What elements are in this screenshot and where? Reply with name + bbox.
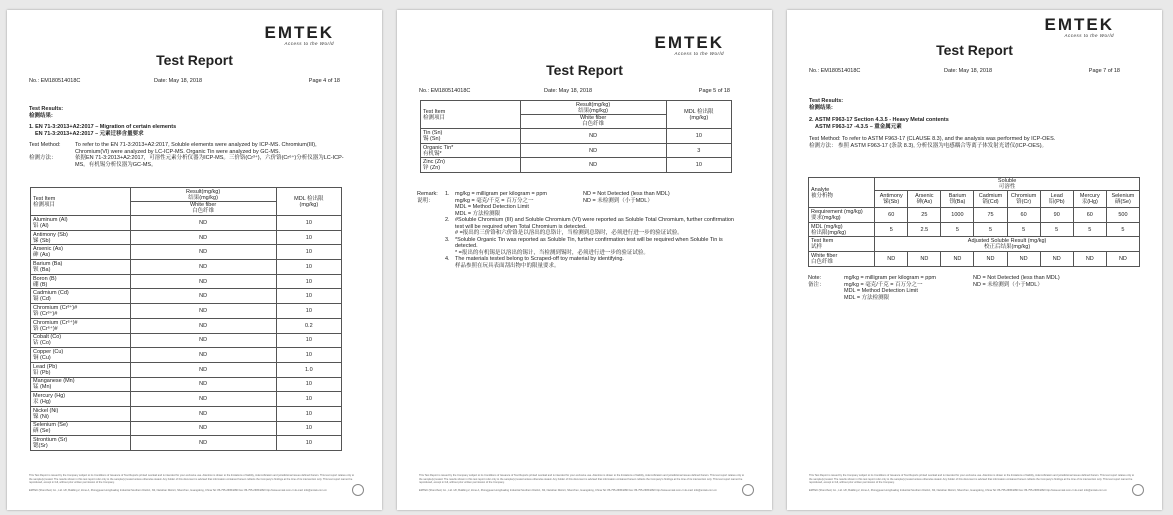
element-name-cn: 铅(Pb) bbox=[1048, 199, 1065, 205]
note-line: MDL = Method Detection Limit bbox=[844, 288, 918, 294]
test-item-name: Cobalt (Co) bbox=[33, 334, 62, 341]
test-item-name: Barium (Ba) bbox=[33, 260, 63, 267]
results-table: Test Item 检测项目 Result(mg/kg) 结果(mg/kg) White fiber 白色纤维 MDL 检出限 (mg/kg) Aluminum (Al) 铝 (Al) ND 10 Antimony (Sb) 锑 (Sb) ND 10 Arsenic (As) 砷 (As) ND 10 Barium (Ba) 钡 (Ba) ND 10 Boron (B) 硼 (B) ND 10 Cadmium (Cd) 镉 (Cd) ND 10 Chromium (Cr³⁺)# 铬 (Cr³⁺)# ND 10 Chromium (Cr⁶⁺)# 铬 (Cr⁶⁺)# ND 0.2 Cobalt (Co) 钴 (Co) ND 10 Copper (Cu) 铜 (Cu) ND 10 Lead (Pb) 铅 (Pb) ND 1.0 Manganese (Mn) 锰 (Mn) ND 10 Mercury (Hg) 汞 (Hg) ND 10 Nickel (Ni) 镍 (Ni) ND 10 Selenium (Se) 硒 (Se) ND 10 Strontium (Sr) 锶(Sr) ND 10 bbox=[30, 187, 342, 451]
test-item-name: Organic Tin* bbox=[423, 144, 454, 151]
result-cell: ND bbox=[130, 230, 276, 245]
test-item-name-cn: 有机锡* bbox=[423, 150, 442, 157]
report-page-5 bbox=[397, 10, 772, 510]
mdl-cell: 1.0 bbox=[276, 362, 341, 377]
mdl-cell: 5 bbox=[1007, 222, 1040, 237]
element-name: Mercury bbox=[1079, 193, 1100, 199]
page-footer: This Test Report is issued by the Company subject to its Conditions of Issuance of Test Reports printed overleaf and is intended for your exclusive use. Attention is drawn to the limitations of liability, indemnification and jurisdictional issues defined therein. This test report relates only to the sample(s) tested. The results shown in this test report refer only to the sample(s) tested unless otherwise stated. Any holder of this document is advised that information contained hereon reflects the Company's findings at the time of its intervention only. This test report cannot be reproduced, except in full, without prior written permission of the Company. EMTEK (Shenzhen) Co., Ltd. 1/F, Building 2, Zone A, Zhongguan Honghualing Industrial Southern District, Xili, Nanshan District, Shenzhen, Guangdong, China Tel: 86-755-26954280 Fax: 86-755-26954282 http://www.emtek.com.cn E-mail: info@emtek.com.cn bbox=[29, 474, 358, 492]
table-row bbox=[31, 362, 342, 377]
results-cell: ND bbox=[1073, 252, 1106, 267]
report-page-7: EMTEK Access to the World Test Report No.: EM180514018C Date: May 18, 2018 Page 7 of 18 Test Results: 检测结果: 2. ASTM F963-17 Section 4.3.5 - Heavy Metal contents ASTM F963-17 -4.3.5 – 重金属元素 Test Method: To refer to ASTM F963-17 (CLAUSE 8.3), and the analysis was performed by ICP-OES. 检测方法： 参照 ASTM F963-17 (条款 8.3), 分析仪器为电感耦合等离子体发射光谱仪(ICP-OES)。 Analyte 被分析物 Soluble 可溶性 Antimony 锑(Sb) Arsenic 砷(As) Barium 钡(Ba) Cadmium 镉(Cd) Chromium 铬(Cr) Lead 铅(Pb) Mercury 汞(Hg) Selenium 硒(Se) Requirement (mg/kg) 要求(mg/kg) 60 25 1000 75 60 90 60 500 MDL (mg/kg) 检出限(mg/kg) 5 2.5 5 5 5 5 5 5 Test Item 试样 Adjusted Soluble Result (mg/kg) 校正后结果(mg/kg) White fiber 白色纤维 ND ND ND ND ND ND ND ND Note: 备注： mg/kg = milligram per kilogram = ppm mg/kg = 毫克/千克 = 百万分之一 MDL = Method Detection Limit MDL = 方法检测限 ND = Not Detected (less than MDL) ND = 未检测到（小于MDL） This Test Report is issued by the Company subject to its Conditions of Issuance of Test Reports printed overleaf and is intended for your exclusive use. Attention is drawn to the limitations of liability, indemnification and jurisdictional issues defined therein. This test report relates only to the sample(s) tested. The results shown in this test report refer only to the sample(s) tested unless otherwise stated. Any holder of this document is advised that information contained hereon reflects the Company's findings at the time of its intervention only. This test report cannot be reproduced, except in full, without prior written permission of the Company. EMTEK (Shenzhen) Co., Ltd. 1/F, Building 2, Zone A, Zhongguan Honghualing Industrial Southern District, Xili, Nanshan District, Shenzhen, Guangdong, China Tel: 86-755-26954280 Fax: 86-755-26954282 http://www.emtek.com.cn E-mail: info@emtek.com.cn bbox=[787, 10, 1162, 510]
element-name: Selenium bbox=[1111, 193, 1135, 199]
remark-body bbox=[455, 237, 742, 257]
remark-body bbox=[455, 217, 742, 237]
page-footer: This Test Report is issued by the Company subject to its Conditions of Issuance of Test Reports printed overleaf and is intended for your exclusive use. Attention is drawn to the limitations of liability, indemnification and jurisdictional issues defined therein. This test report relates only to the sample(s) tested. The results shown in this test report refer only to the sample(s) tested unless otherwise stated. Any holder of this document is advised that information contained hereon reflects the Company's findings at the time of its intervention only. This test report cannot be reproduced, except in full, without prior written permission of the Company. EMTEK (Shenzhen) Co., Ltd. 1/F, Building 2, Zone A, Zhongguan Honghualing Industrial Southern District, Xili, Nanshan District, Shenzhen, Guangdong, China Tel: 86-755-26954280 Fax: 86-755-26954282 http://www.emtek.com.cn E-mail: info@emtek.com.cn bbox=[419, 474, 748, 492]
element-header bbox=[1007, 191, 1040, 208]
result-cell: ND bbox=[130, 333, 276, 348]
mdl-cell: 10 bbox=[276, 216, 341, 231]
table-row bbox=[31, 260, 342, 275]
element-name: Arsenic bbox=[915, 193, 934, 199]
test-item-name: Lead (Pb) bbox=[33, 363, 58, 370]
emtek-logo: EMTEK Access to the World bbox=[264, 23, 334, 46]
element-name: Cadmium bbox=[978, 193, 1003, 199]
requirement-cell: 60 bbox=[875, 208, 908, 223]
remark-line: MDL = Method Detection Limit bbox=[455, 204, 529, 210]
test-item-name-cn: 镉 (Cd) bbox=[33, 296, 51, 303]
test-item-name-cn: 铬 (Cr⁶⁺)# bbox=[33, 325, 58, 332]
remark-line: * =报出的有机锡是以溶出的锡计，当检测到锡时，必须进行进一步的验证试验。 bbox=[455, 249, 649, 256]
remark-line: #Soluble Chromium (III) and Soluble Chromium (VI) were reported as Soluble Total Chromium, further confirmation test will be required when Total Chromium is detected. bbox=[455, 217, 734, 230]
element-header bbox=[1106, 191, 1139, 208]
results-cell: ND bbox=[908, 252, 941, 267]
remark-number: 1. bbox=[445, 191, 450, 197]
report-number: No.: EM180514018C bbox=[809, 68, 861, 74]
seal-icon bbox=[352, 484, 364, 496]
mdl-cell: 5 bbox=[1040, 222, 1073, 237]
mdl-cell: 10 bbox=[276, 348, 341, 363]
note-line: mg/kg = 毫克/千克 = 百万分之一 bbox=[844, 281, 923, 288]
test-item-name: Copper (Cu) bbox=[33, 349, 64, 356]
results-cell: ND bbox=[1106, 252, 1139, 267]
mdl-cell: 2.5 bbox=[908, 222, 941, 237]
mdl-cell: 3 bbox=[666, 143, 731, 158]
element-name: Chromium bbox=[1010, 193, 1037, 199]
table-row bbox=[31, 406, 342, 421]
result-cell: ND bbox=[130, 348, 276, 363]
test-item-cell bbox=[31, 289, 131, 304]
remark-item bbox=[445, 237, 742, 257]
test-item-name: Tin (Sn) bbox=[423, 129, 443, 136]
table-row bbox=[31, 436, 342, 451]
result-cell: ND bbox=[130, 245, 276, 260]
element-header bbox=[1040, 191, 1073, 208]
table-row bbox=[31, 348, 342, 363]
results-cell: ND bbox=[974, 252, 1007, 267]
report-date: Date: May 18, 2018 bbox=[544, 88, 593, 94]
table-row bbox=[421, 158, 732, 173]
test-item-name-cn: 镍 (Ni) bbox=[33, 413, 49, 420]
mdl-cell: 10 bbox=[276, 245, 341, 260]
page-number: Page 5 of 18 bbox=[698, 88, 730, 94]
test-item-name-cn: 铝 (Al) bbox=[33, 222, 49, 229]
remark-side bbox=[583, 191, 670, 204]
element-name-cn: 钡(Ba) bbox=[949, 199, 966, 205]
mdl-cell: 10 bbox=[276, 406, 341, 421]
test-item-name: Zinc (Zn) bbox=[423, 159, 445, 166]
test-item-name: Cadmium (Cd) bbox=[33, 290, 69, 297]
test-item-cell bbox=[31, 245, 131, 260]
requirement-cell: 90 bbox=[1040, 208, 1073, 223]
test-item-name: Manganese (Mn) bbox=[33, 378, 75, 385]
mdl-cell: 10 bbox=[276, 392, 341, 407]
mdl-cell: 10 bbox=[276, 230, 341, 245]
seal-icon bbox=[742, 484, 754, 496]
requirement-cell: 75 bbox=[974, 208, 1007, 223]
remark-body bbox=[455, 191, 742, 217]
mdl-cell: 10 bbox=[276, 436, 341, 451]
results-cell: ND bbox=[1040, 252, 1073, 267]
requirement-cell: 60 bbox=[1073, 208, 1106, 223]
element-name: Barium bbox=[948, 193, 967, 199]
test-method: Test Method: To refer to the EN 71-3:2013+A2:2017, Soluble elements were analyzed by ICP-MS. Chromium(III), Chromium(VI) were analyzed by LC-ICP-MS. Organic Tin were analyzed by GC-MS. bbox=[29, 142, 317, 155]
element-header bbox=[974, 191, 1007, 208]
requirement-cell: 500 bbox=[1106, 208, 1139, 223]
note-side-line: ND = 未检测到（小于MDL） bbox=[973, 281, 1043, 288]
remark-line: MDL = 方法检测限 bbox=[455, 210, 501, 217]
result-cell: ND bbox=[130, 436, 276, 451]
page-title: Test Report bbox=[156, 52, 233, 68]
mdl-cell: 0.2 bbox=[276, 318, 341, 333]
table-row bbox=[31, 333, 342, 348]
remark-side-line: ND = Not Detected (less than MDL) bbox=[583, 191, 670, 197]
report-date: Date: May 18, 2018 bbox=[154, 78, 203, 84]
test-item-cell bbox=[421, 129, 521, 144]
mdl-cell: 10 bbox=[276, 274, 341, 289]
test-item-name-cn: 汞 (Hg) bbox=[33, 399, 51, 406]
requirement-cell: 60 bbox=[1007, 208, 1040, 223]
element-name-cn: 汞(Hg) bbox=[1081, 199, 1098, 205]
test-item-cell bbox=[421, 158, 521, 173]
remark-line: 样品参照在玩具表面刮出物中的限量要求。 bbox=[455, 262, 560, 269]
results-intro: Test Results: 检测结果: 1. EN 71-3:2013+A2:2017 – Migration of certain elements EN 71-3:2013+A2:2017 – 元素迁移含量要求 Test Method: To refer to the EN 71-3:2013+A2:2017, Soluble elements were analyzed by ICP-MS. Chromium(III), Chromium(VI) were analyzed by LC-ICP-MS. Organic Tin were analyzed by GC-MS. 检测方法： 依据EN 71-3:2013+A2:2017，可溶性元素分析仪器为ICP-MS。三价铬(Cr³⁺)，六价铬(Cr⁶⁺)分析仪器为LC-ICP-MS。有机锡分析仪器为GC-MS。 bbox=[29, 106, 344, 168]
result-cell: ND bbox=[130, 377, 276, 392]
remark-number: 2. bbox=[445, 217, 450, 223]
table-row bbox=[31, 274, 342, 289]
report-date: Date: May 18, 2018 bbox=[944, 68, 993, 74]
remark-line: # =报出的三价铬和六价铬是以溶出的总铬计，当检测到总铬时，必须进行进一步的验证试验。 bbox=[455, 230, 683, 236]
page-number: Page 7 of 18 bbox=[1088, 68, 1120, 74]
note-line: mg/kg = milligram per kilogram = ppm bbox=[844, 275, 937, 281]
remark-line: mg/kg = milligram per kilogram = ppm bbox=[455, 191, 548, 197]
test-item-name-cn: 硼 (B) bbox=[33, 281, 48, 288]
page-footer: This Test Report is issued by the Company subject to its Conditions of Issuance of Test Reports printed overleaf and is intended for your exclusive use. Attention is drawn to the limitations of liability, indemnification and jurisdictional issues defined therein. This test report relates only to the sample(s) tested. The results shown in this test report refer only to the sample(s) tested unless otherwise stated. Any holder of this document is advised that information contained hereon reflects the Company's findings at the time of its intervention only. This test report cannot be reproduced, except in full, without prior written permission of the Company. EMTEK (Shenzhen) Co., Ltd. 1/F, Building 2, Zone A, Zhongguan Honghualing Industrial Southern District, Xili, Nanshan District, Shenzhen, Guangdong, China Tel: 86-755-26954280 Fax: 86-755-26954282 http://www.emtek.com.cn E-mail: info@emtek.com.cn bbox=[809, 474, 1138, 492]
test-item-name-cn: 砷 (As) bbox=[33, 252, 51, 259]
heavy-metal-table: Analyte 被分析物 Soluble 可溶性 Antimony 锑(Sb) Arsenic 砷(As) Barium 钡(Ba) Cadmium 镉(Cd) Chromium 铬(Cr) Lead 铅(Pb) Mercury 汞(Hg) Selenium 硒(Se) Requirement (mg/kg) 要求(mg/kg) 60 25 1000 75 60 90 60 500 MDL (mg/kg) 检出限(mg/kg) 5 2.5 5 5 5 5 5 5 Test Item 试样 Adjusted Soluble Result (mg/kg) 校正后结果(mg/kg) White fiber 白色纤维 ND ND ND ND ND ND ND ND bbox=[808, 177, 1140, 267]
remark-line: *Soluble Organic Tin was reported as Soluble Tin, further confirmation test will be required when Soluble Tin is detected. bbox=[455, 236, 723, 249]
result-cell: ND bbox=[130, 216, 276, 231]
test-item-name: Nickel (Ni) bbox=[33, 407, 59, 414]
element-header bbox=[1073, 191, 1106, 208]
remark-item bbox=[445, 217, 742, 237]
note-side-line: ND = Not Detected (less than MDL) bbox=[973, 275, 1060, 281]
section-title: 2. ASTM F963-17 Section 4.3.5 - Heavy Metal contents bbox=[809, 117, 949, 123]
element-header bbox=[875, 191, 908, 208]
report-number: No.: EM180514018C bbox=[29, 78, 81, 84]
element-name: Antimony bbox=[879, 193, 903, 199]
table-row bbox=[31, 245, 342, 260]
mdl-cell: 10 bbox=[276, 377, 341, 392]
element-header bbox=[941, 191, 974, 208]
result-cell: ND bbox=[520, 143, 666, 158]
test-item-cell bbox=[31, 274, 131, 289]
remark-line: The materials tested belong to Scraped-off toy material by identifying. bbox=[455, 256, 624, 262]
mdl-cell: 10 bbox=[276, 304, 341, 319]
test-item-name-cn: 锌 (Zn) bbox=[423, 165, 441, 172]
test-item-name: Chromium (Cr³⁺)# bbox=[33, 304, 78, 311]
requirement-cell: 1000 bbox=[941, 208, 974, 223]
test-item-cell bbox=[31, 260, 131, 275]
test-item-cell bbox=[31, 318, 131, 333]
mdl-cell: 10 bbox=[276, 421, 341, 436]
mdl-cell: 10 bbox=[276, 260, 341, 275]
table-row bbox=[421, 143, 732, 158]
result-cell: ND bbox=[130, 392, 276, 407]
test-item-name: Mercury (Hg) bbox=[33, 393, 66, 400]
remark-side-line: ND = 未检测到（小于MDL） bbox=[583, 197, 653, 204]
mdl-cell: 10 bbox=[276, 289, 341, 304]
result-cell: ND bbox=[130, 289, 276, 304]
test-item-cell bbox=[31, 362, 131, 377]
emtek-logo: EMTEK Access to the World bbox=[1044, 15, 1114, 38]
table-row bbox=[31, 230, 342, 245]
table-row bbox=[31, 289, 342, 304]
result-cell: ND bbox=[130, 304, 276, 319]
mdl-cell: 10 bbox=[666, 129, 731, 144]
result-cell: ND bbox=[520, 158, 666, 173]
remark-number: 4. bbox=[445, 256, 450, 262]
test-item-name: Aluminum (Al) bbox=[33, 216, 68, 223]
test-item-cell bbox=[31, 304, 131, 319]
seal-icon bbox=[1132, 484, 1144, 496]
mdl-cell: 5 bbox=[941, 222, 974, 237]
result-cell: ND bbox=[130, 362, 276, 377]
element-name-cn: 锑(Sb) bbox=[883, 199, 900, 205]
test-item-name-cn: 锑 (Sb) bbox=[33, 237, 51, 244]
test-item-cell bbox=[31, 406, 131, 421]
page-title: Test Report bbox=[546, 62, 623, 78]
test-item-name-cn: 锰 (Mn) bbox=[33, 384, 52, 391]
table-row bbox=[31, 318, 342, 333]
element-header bbox=[908, 191, 941, 208]
report-page-4 bbox=[7, 10, 382, 510]
results-cell: ND bbox=[875, 252, 908, 267]
element-name-cn: 砷(As) bbox=[916, 199, 933, 205]
test-item-cell bbox=[31, 392, 131, 407]
page-title: Test Report bbox=[936, 42, 1013, 58]
test-item-cell bbox=[31, 348, 131, 363]
element-name: Lead bbox=[1050, 193, 1063, 199]
result-cell: ND bbox=[130, 421, 276, 436]
element-name-cn: 镉(Cd) bbox=[982, 199, 999, 205]
element-name-cn: 硒(Se) bbox=[1114, 199, 1131, 205]
table-row bbox=[421, 129, 732, 144]
result-cell: ND bbox=[130, 274, 276, 289]
emtek-logo: EMTEK Access to the World bbox=[654, 33, 724, 56]
remark-item bbox=[445, 191, 742, 217]
test-item-name: Arsenic (As) bbox=[33, 246, 63, 253]
test-method-cn: 检测方法： 依据EN 71-3:2013+A2:2017，可溶性元素分析仪器为ICP-MS。三价铬(Cr³⁺)，六价铬(Cr⁶⁺)分析仪器为LC-ICP-MS。有机锡分析仪器为GC-MS。 bbox=[29, 155, 344, 168]
mdl-cell: 5 bbox=[1073, 222, 1106, 237]
results-intro: Test Results: 检测结果: 2. ASTM F963-17 Section 4.3.5 - Heavy Metal contents ASTM F963-17 -4.3.5 – 重金属元素 Test Method: To refer to ASTM F963-17 (CLAUSE 8.3), and the analysis was performed by ICP-OES. 检测方法： 参照 ASTM F963-17 (条款 8.3), 分析仪器为电感耦合等离子体发射光谱仪(ICP-OES)。 bbox=[809, 98, 1132, 149]
test-item-cell bbox=[31, 333, 131, 348]
test-item-name: Selenium (Se) bbox=[33, 422, 68, 429]
test-item-cell bbox=[31, 436, 131, 451]
test-item-name-cn: 铅 (Pb) bbox=[33, 369, 51, 376]
test-item-name-cn: 钡 (Ba) bbox=[33, 266, 51, 273]
result-cell: ND bbox=[520, 129, 666, 144]
test-item-name-cn: 钴 (Co) bbox=[33, 340, 51, 347]
note-line: MDL = 方法检测限 bbox=[844, 294, 890, 301]
test-item-name-cn: 锡 (Sn) bbox=[423, 135, 441, 142]
test-item-name: Boron (B) bbox=[33, 275, 57, 282]
test-item-name: Antimony (Sb) bbox=[33, 231, 68, 238]
table-row bbox=[31, 216, 342, 231]
test-item-name: Strontium (Sr) bbox=[33, 437, 68, 444]
result-cell: ND bbox=[130, 260, 276, 275]
section-title: 1. EN 71-3:2013+A2:2017 – Migration of certain elements bbox=[29, 124, 177, 130]
test-item-name-cn: 硒 (Se) bbox=[33, 428, 51, 435]
result-cell: ND bbox=[130, 406, 276, 421]
result-cell: ND bbox=[130, 318, 276, 333]
results-cell: ND bbox=[1007, 252, 1040, 267]
table-row bbox=[31, 304, 342, 319]
test-item-name-cn: 铜 (Cu) bbox=[33, 355, 51, 362]
test-item-name-cn: 锶(Sr) bbox=[33, 443, 48, 450]
mdl-cell: 5 bbox=[875, 222, 908, 237]
test-item-name-cn: 铬 (Cr³⁺)# bbox=[33, 310, 58, 317]
results-cell: ND bbox=[941, 252, 974, 267]
table-row bbox=[31, 392, 342, 407]
results-table-continued: Test Item 检测项目 Result(mg/kg) 结果(mg/kg) White fiber 白色纤维 MDL 检出限 (mg/kg) Tin (Sn) 锡 (Sn) ND 10 Organic Tin* 有机锡* ND 3 Zinc (Zn) 锌 (Zn) ND 10 bbox=[420, 100, 732, 173]
test-item-cell bbox=[31, 377, 131, 392]
requirement-cell: 25 bbox=[908, 208, 941, 223]
report-number: No.: EM180514018C bbox=[419, 88, 471, 94]
test-method-cn: 检测方法： 参照 ASTM F963-17 (条款 8.3), 分析仪器为电感耦合等离子体发射光谱仪(ICP-OES)。 bbox=[809, 142, 1048, 149]
test-method: Test Method: To refer to ASTM F963-17 (CLAUSE 8.3), and the analysis was performed by ICP-OES. bbox=[809, 136, 1056, 142]
test-item-cell bbox=[31, 216, 131, 231]
mdl-cell: 10 bbox=[666, 158, 731, 173]
element-name-cn: 铬(Cr) bbox=[1016, 199, 1032, 205]
remark-number: 3. bbox=[445, 236, 450, 243]
mdl-cell: 5 bbox=[1106, 222, 1139, 237]
remark-line: mg/kg = 毫克/千克 = 百万分之一 bbox=[455, 197, 534, 204]
table-row bbox=[31, 377, 342, 392]
page-number: Page 4 of 18 bbox=[308, 78, 340, 84]
test-item-cell bbox=[31, 230, 131, 245]
remark-item bbox=[445, 256, 742, 269]
remarks: Remark: 说明： 1. ND = Not Detected (less than MDL) ND = 未检测到（小于MDL） mg/kg = milligram per kilogram = ppm mg/kg = 毫克/千克 = 百万分之一 MDL = Method Detection Limit MDL = 方法检测限 2. #Soluble Chromium (III) and Soluble Chromium (VI) were reported as Soluble Total Chromium, further confirmation test will be required when Total Chromium is detected. # =报出的三价铬和六价铬是以溶出的总铬计，当检测到总铬时，必须进行进一步的验证试验。 3. *Soluble Organic Tin was reported as Soluble Tin, further confirmation test will be required when Soluble Tin is detected. * =报出的有机锡是以溶出的锡计，当检测到锡时，必须进行进一步的验证试验。 4. The materials tested belong to Scraped-off toy material by identifying. 样品参照在玩具表面刮出物中的限量要求。 bbox=[417, 191, 742, 269]
mdl-cell: 5 bbox=[974, 222, 1007, 237]
remark-body bbox=[455, 256, 742, 269]
test-item-cell bbox=[421, 143, 521, 158]
table-row bbox=[31, 421, 342, 436]
test-item-name: Chromium (Cr⁶⁺)# bbox=[33, 319, 78, 326]
mdl-cell: 10 bbox=[276, 333, 341, 348]
test-item-cell bbox=[31, 421, 131, 436]
